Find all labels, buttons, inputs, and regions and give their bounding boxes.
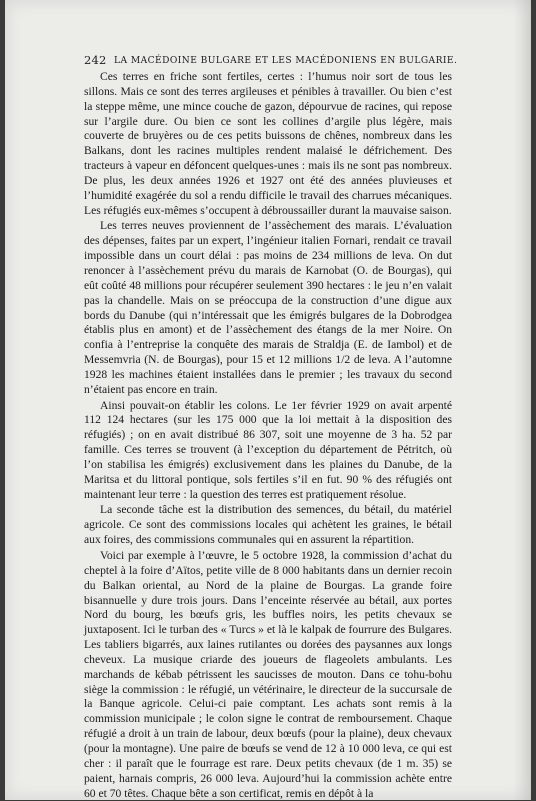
paragraph-1: Ces terres en friche sont fertiles, certes : l’humus noir sort de tous les sillons. Mais ce sont des terres argileuses et pénibles à travailler. Ou bien c’est la steppe même, une mince couche de gazon, dépourvue de racines, qui repose sur l’argile dure. Ou bien ce sont les collines d’argile plus légère, mais couverte de bruyères ou de ces petits buissons de chênes, nombreux dans les Balkans, dont les racines multiples rendent malaisé le défrichement. Des tracteurs à vapeur en défoncent quelques-unes : mais ils ne sont pas nombreux. De plus, les deux années 1926 et 1927 ont été des années pluvieuses et l’humidité exagérée du sol a rendu difficile le travail des charrues mécaniques. Les réfugiés eux-mêmes s’occupent à débroussailler durant la mauvaise saison. xyxy=(84,70,452,217)
document-page xyxy=(5,0,531,800)
paragraph-4: La seconde tâche est la distribution des semences, du bétail, du matériel agricole. Ce sont des commissions locales qui achètent les graines, le bétail aux foires, des commissions communales qui en assurent la répartition. xyxy=(84,503,452,547)
page-fold-shadow xyxy=(513,0,531,800)
body-text xyxy=(84,70,452,801)
paragraph-3: Ainsi pouvait-on établir les colons. Le 1er février 1929 on avait arpenté 112 124 hectares (sur les 175 000 que la loi mettait à la disposition des réfugiés) ; on en avait distribué 86 307, soit une moyenne de 3 ha. 52 par famille. Ces terres se trouvent (à l’exception du département de Pétritch, où l’on stabilisa les émigrés) exclusivement dans les plaines du Danube, de la Maritsa et du littoral pontique, sols fertiles s’il en fut. 90 % des réfugiés ont maintenant leur terre : la question des terres est pratiquement résolue. xyxy=(84,398,452,501)
paragraph-2: Les terres neuves proviennent de l’assèchement des marais. L’évaluation des dépenses, faites par un expert, l’ingénieur italien Fornari, rendait ce travail impossible dans un court délai : pas moins de 234 millions de leva. On dut renoncer à l’assèchement prévu du marais de Karnobat (O. de Bourgas), qui eût coûté 48 millions pour récupérer seulement 390 hectares : le jeu n’en valait pas la chandelle. Mais on se préoccupa de la construction d’une digue aux bords du Danube (qui n’intéressait que les émigrés bulgares de la Dobrodgea établis plus en amont) et de l’assèchement des étangs de la mer Noire. On confia à l’entreprise la conquête des marais de Straldja (E. de Iambol) et de Messemvria (N. de Bourgas), pour 15 et 12 millions 1/2 de leva. A l’automne 1928 les machines étaient installées dans le premier ; les travaux du second n’étaient pas encore en train. xyxy=(84,219,452,396)
paragraph-5: Voici par exemple à l’œuvre, le 5 octobre 1928, la commission d’achat du cheptel à la foire d’Aïtos, petite ville de 8 000 habitants dans un dernier recoin du Balkan oriental, au Nord de la plaine de Bourgas. La grande foire bisannuelle y dure trois jours. Dans l’enceinte réservée au bétail, aux portes Nord du bourg, les bœufs gris, les buffles noirs, les petits chevaux se juxtaposent. Ici le turban des « Turcs » et là le kalpak de fourrure des Bulgares. Les tabliers bigarrés, aux laines rutilantes ou dorées des paysannes aux longs cheveux. La musique criarde des joueurs de flageolets ambulants. Les marchands de kébab pétrissent les saucisses de mouton. Dans ce tohu-bohu siège la commission : le réfugié, un vétérinaire, le directeur de la succursale de la Banque agricole. Celui-ci paie comptant. Les achats sont remis à la commission municipale ; le colon signe le contrat de remboursement. Chaque réfugié a droit à un train de labour, deux bœufs (pour la plaine), deux chevaux (pour la montagne). Une paire de bœufs se vend de 12 à 10 000 leva, ce qui est cher : il paraît que le fourrage est rare. Deux petits chevaux (de 1 m. 35) se paient, harnais compris, 26 000 leva. Aujourd’hui la commission achète entre 60 et 70 têtes. Chaque bête a son certificat, remis en dépôt à la xyxy=(84,549,452,800)
page-header xyxy=(84,52,458,68)
running-title: LA MACÉDOINE BULGARE ET LES MACÉDONIENS EN BULGARIE. xyxy=(114,56,458,66)
page-number: 242 xyxy=(84,53,107,67)
